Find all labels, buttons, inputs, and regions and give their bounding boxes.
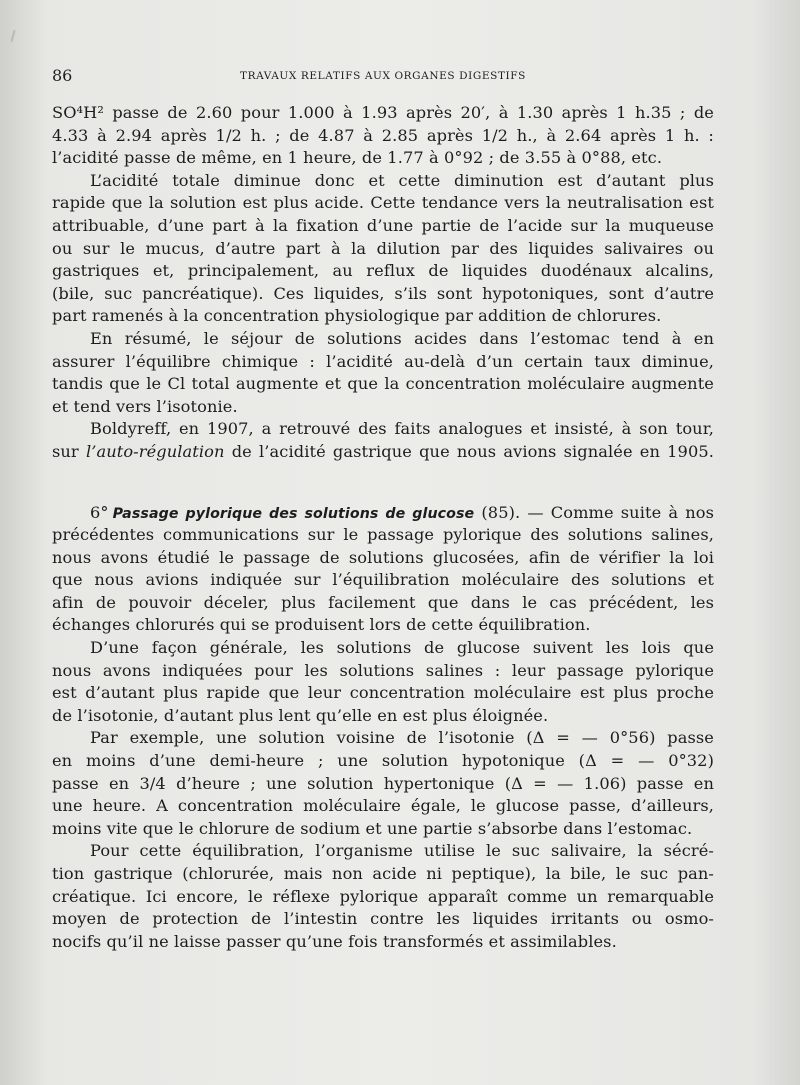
section-gap: [52, 464, 714, 502]
text-line: précédentes communications sur le passage pylorique des solutions salines,: [52, 525, 714, 545]
text-line: moins vite que le chlorure de sodium et une partie s’absorbe dans l’estomac.: [52, 818, 693, 838]
text-line: échanges chlorurés qui se produisent lors de cette équilibration.: [52, 615, 591, 635]
text-line: Par exemple, une solution voisine de l’isotonie (Δ = — 0°56) passe: [90, 728, 714, 748]
text-line: attribuable, d’une part à la fixation d’une partie de l’acide sur la muqueuse: [52, 215, 714, 235]
text-line: en moins d’une demi-heure ; une solution hypotonique (Δ = — 0°32): [52, 751, 714, 771]
text-line: tion gastrique (chlorurée, mais non acide ni peptique), la bile, le suc pan-: [52, 864, 714, 883]
text-line: créatique. Ici encore, le réflexe pylorique apparaît comme un remarquable: [52, 886, 714, 906]
page-edge-mark: [10, 30, 15, 42]
text-line: passe en 3/4 d’heure ; une solution hypertonique (Δ = — 1.06) passe en: [52, 773, 714, 793]
text-line: et tend vers l’isotonie.: [52, 396, 238, 416]
text-line: nous avons indiquées pour les solutions salines : leur passage pylorique: [52, 660, 714, 680]
text-line: l’acidité passe de même, en 1 heure, de 1.77 à 0°92 ; de 3.55 à 0°88, etc.: [52, 148, 663, 168]
section-heading-line: [52, 502, 714, 525]
text-line: tandis que le Cl total augmente et que la concentration moléculaire augmente: [52, 374, 714, 394]
text-line: nous avons étudié le passage de solutions glucosées, afin de vérifier la loi: [52, 547, 714, 567]
text-line: ou sur le mucus, d’autre part à la dilution par des liquides salivaires ou: [52, 238, 714, 258]
section-number: 6°: [90, 502, 109, 522]
text-line: est d’autant plus rapide que leur concentration moléculaire est plus proche: [52, 683, 714, 703]
body-text: [52, 102, 714, 953]
text-line: 4.33 à 2.94 après 1/2 h. ; de 4.87 à 2.85 après 1/2 h., à 2.64 après 1 h. :: [52, 125, 714, 145]
text-line: afin de pouvoir déceler, plus facilement que dans le cas précédent, les: [52, 592, 714, 612]
text-line: SO⁴H² passe de 2.60 pour 1.000 à 1.93 après 20′, à 1.30 après 1 h.35 ; de: [52, 103, 714, 122]
text-line: nocifs qu’il ne laisse passer qu’une fois transformés et assimilables.: [52, 931, 617, 951]
running-title: TRAVAUX RELATIFS AUX ORGANES DIGESTIFS: [240, 70, 526, 82]
italic-term: l’auto-régulation: [85, 441, 225, 461]
text-line: que nous avions indiquée sur l’équilibration moléculaire des solutions et: [52, 570, 714, 590]
text-line: une heure. A concentration moléculaire égale, le glucose passe, d’ailleurs,: [52, 796, 714, 816]
text-line: gastriques et, principalement, au reflux de liquides duodénaux alcalins,: [52, 261, 714, 281]
text-line: En résumé, le séjour de solutions acides dans l’estomac tend à en: [90, 328, 714, 348]
inline-text: sur: [52, 441, 86, 461]
text-line: Pour cette équilibration, l’organisme utilise le suc salivaire, la sécré-: [90, 841, 714, 861]
inline-text: (85). — Comme suite à nos: [481, 502, 715, 522]
text-line: assurer l’équilibre chimique : l’acidité au-delà d’un certain taux diminue,: [52, 351, 714, 371]
text-line: moyen de protection de l’intestin contre les liquides irritants ou osmo-: [52, 909, 714, 929]
text-line-mixed: [52, 441, 714, 464]
inline-text: de l’acidité gastrique que nous avions signalée en 1905.: [231, 441, 715, 461]
text-line: Boldyreff, en 1907, a retrouvé des faits analogues et insisté, à son tour,: [90, 419, 714, 439]
text-line: (bile, suc pancréatique). Ces liquides, s’ils sont hypotoniques, sont d’autre: [52, 283, 714, 303]
section-title: Passage pylorique des solutions de glucose: [112, 505, 475, 522]
text-line: rapide que la solution est plus acide. Cette tendance vers la neutralisation est: [52, 193, 714, 213]
text-line: L’acidité totale diminue donc et cette diminution est d’autant plus: [90, 170, 714, 190]
page-header: [52, 67, 714, 85]
page-number: 86: [52, 66, 73, 85]
text-line: D’une façon générale, les solutions de glucose suivent les lois que: [90, 638, 714, 658]
text-line: part ramenés à la concentration physiologique par addition de chlorures.: [52, 306, 662, 326]
text-line: de l’isotonie, d’autant plus lent qu’elle en est plus éloignée.: [52, 705, 549, 725]
